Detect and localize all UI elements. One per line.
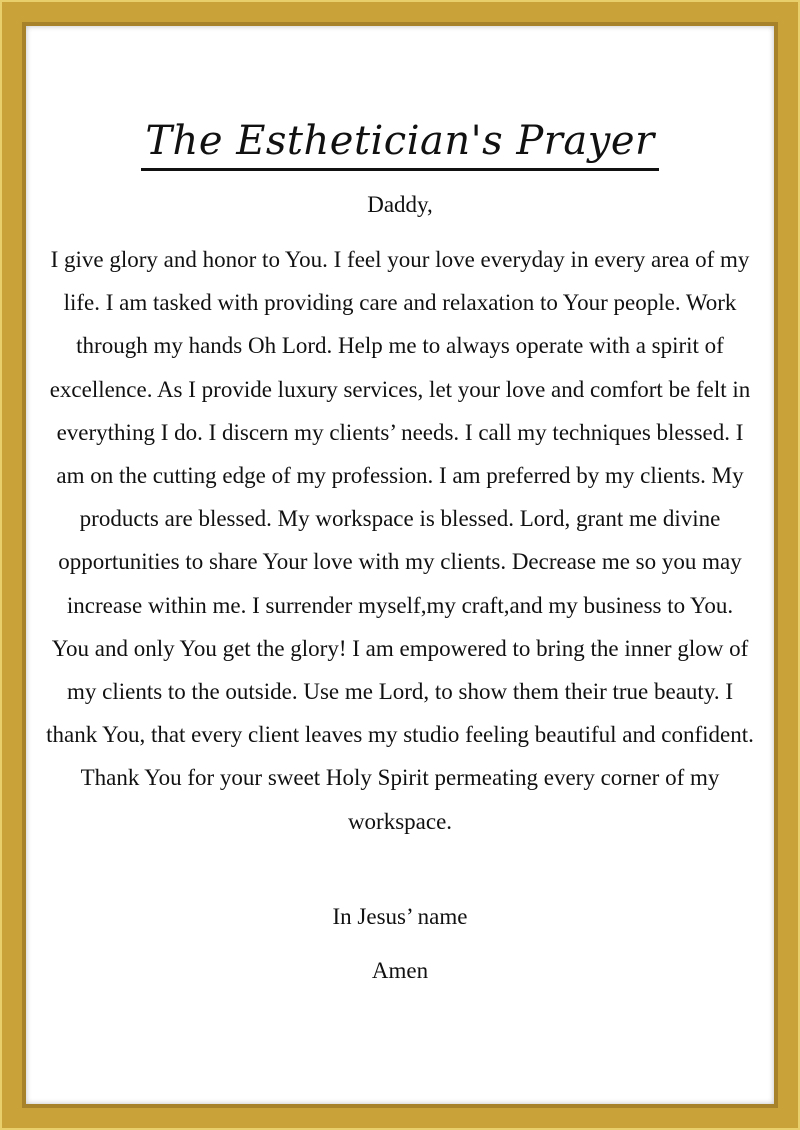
prayer-title [26,118,774,171]
prayer-amen: Amen [371,958,429,983]
prayer-closing: In Jesus’ name [332,904,468,929]
prayer-body: I give glory and honor to You. I feel your love everyday in every area of my life. I am tasked with providing care and relaxation to Your people. Work through my hands Oh Lord. Help me to always operate with a spirit of excellence. As I provide luxury services, let your love and comfort be felt in everything I do. I discern my clients’ needs. I call my techniques blessed. I am on the cutting edge of my profession. I am preferred by my clients. My products are blessed. My workspace is blessed. Lord, grant me divine opportunities to share Your love with my clients. Decrease me so you may increase within me. I surrender myself,my craft,and my business to You. You and only You get the glory! I am empowered to bring the inner glow of my clients to the outside. Use me Lord, to show them their true beauty. I thank You, that every client leaves my studio feeling beautiful and confident. Thank You for your sweet Holy Spirit permeating every corner of my workspace. [46,247,754,834]
prayer-title-text: The Esthetician's Prayer [141,118,658,171]
prayer-greeting: Daddy, [367,192,433,217]
prayer-paper [26,26,774,1104]
